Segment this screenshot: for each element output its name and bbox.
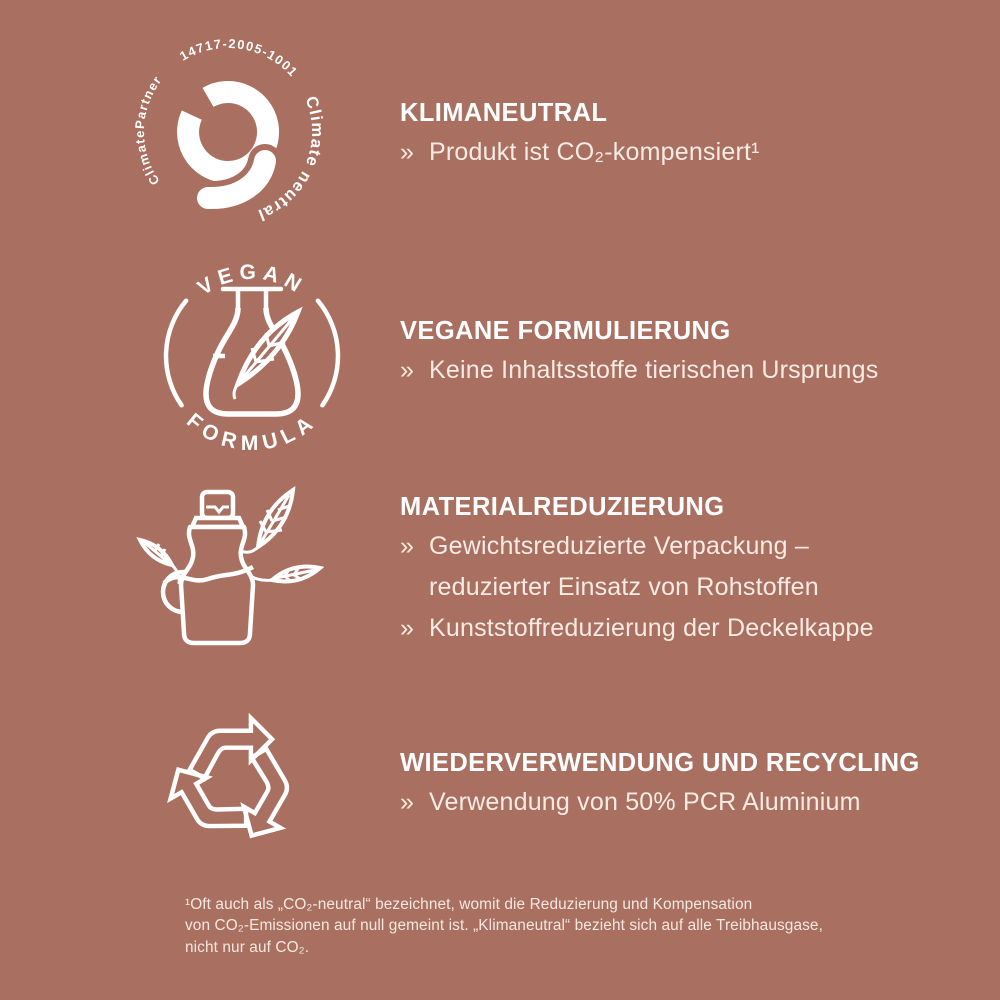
section-heading: VEGANE FORMULIERUNG: [400, 317, 731, 345]
climate-certificate-id: 14717-2005-1001: [176, 35, 302, 80]
vegan-flask-icon: [152, 256, 352, 456]
badge-ring-right: [318, 301, 338, 406]
svg-text:14717-2005-1001: [177, 36, 301, 80]
climate-neutral-label: Climate neutral: [254, 93, 327, 225]
badge-ring-left: [166, 301, 186, 406]
section-heading: MATERIALREDUZIERUNG: [400, 493, 725, 521]
bullet-icon: »: [400, 788, 415, 816]
svg-text:VEGAN: [194, 261, 311, 300]
section-klimaneutral: [400, 96, 980, 173]
bottle-leaves-icon: [132, 483, 332, 653]
climate-partner-badge: [128, 35, 328, 235]
footnote-line: ¹Oft auch als „CO₂-neutral“ bezeichnet, womit die Reduzierung und Kompensation: [185, 896, 753, 913]
vegan-label: VEGAN: [193, 260, 311, 300]
recycling-icon: [160, 702, 308, 861]
svg-text:ClimatePartner: [132, 72, 165, 188]
vegan-formula-badge: [152, 256, 352, 456]
bottle-body: [181, 527, 253, 643]
section-vegane-formulierung: [400, 314, 980, 391]
climate-neutral-icon: [128, 35, 328, 235]
section-heading: WIEDERVERWENDUNG UND RECYCLING: [400, 749, 920, 777]
climate-partner-label: ClimatePartner: [131, 72, 165, 188]
leaf-vein: [266, 530, 282, 532]
bullet-text: Keine Inhaltsstoffe tierischen Ursprungs: [429, 356, 879, 384]
section-materialreduzierung: [400, 490, 980, 649]
bullet-text: Kunststoffreduzierung der Deckelkappe: [429, 614, 874, 642]
bullet-icon: »: [400, 356, 415, 384]
bullet-text: Verwendung von 50% PCR Aluminium: [429, 788, 861, 816]
section-wiederverwendung-recycling: [400, 746, 980, 823]
footnote-line: von CO₂-Emissionen auf null gemeint ist. „Klimaneutral“ bezieht sich auf alle Treibhausgase,: [185, 917, 823, 935]
bullet-text-continuation: reduzierter Einsatz von Rohstoffen: [429, 573, 819, 601]
bullet-icon: »: [400, 138, 415, 166]
footnote: [185, 894, 905, 958]
bullet-text: Gewichtsreduzierte Verpackung –: [429, 532, 810, 560]
formula-label: FORMULA: [182, 408, 322, 456]
footnote-line: nicht nur auf CO₂.: [185, 938, 310, 956]
recycle-arrow-left: [160, 750, 253, 852]
bullet-text: Produkt ist CO₂-kompensiert¹: [429, 138, 760, 166]
bullet-icon: »: [400, 614, 415, 642]
bullet-icon: »: [400, 532, 415, 560]
recycle-arrow-right: [218, 745, 308, 847]
bottle-cap: [202, 492, 233, 518]
section-heading: KLIMANEUTRAL: [400, 99, 608, 127]
